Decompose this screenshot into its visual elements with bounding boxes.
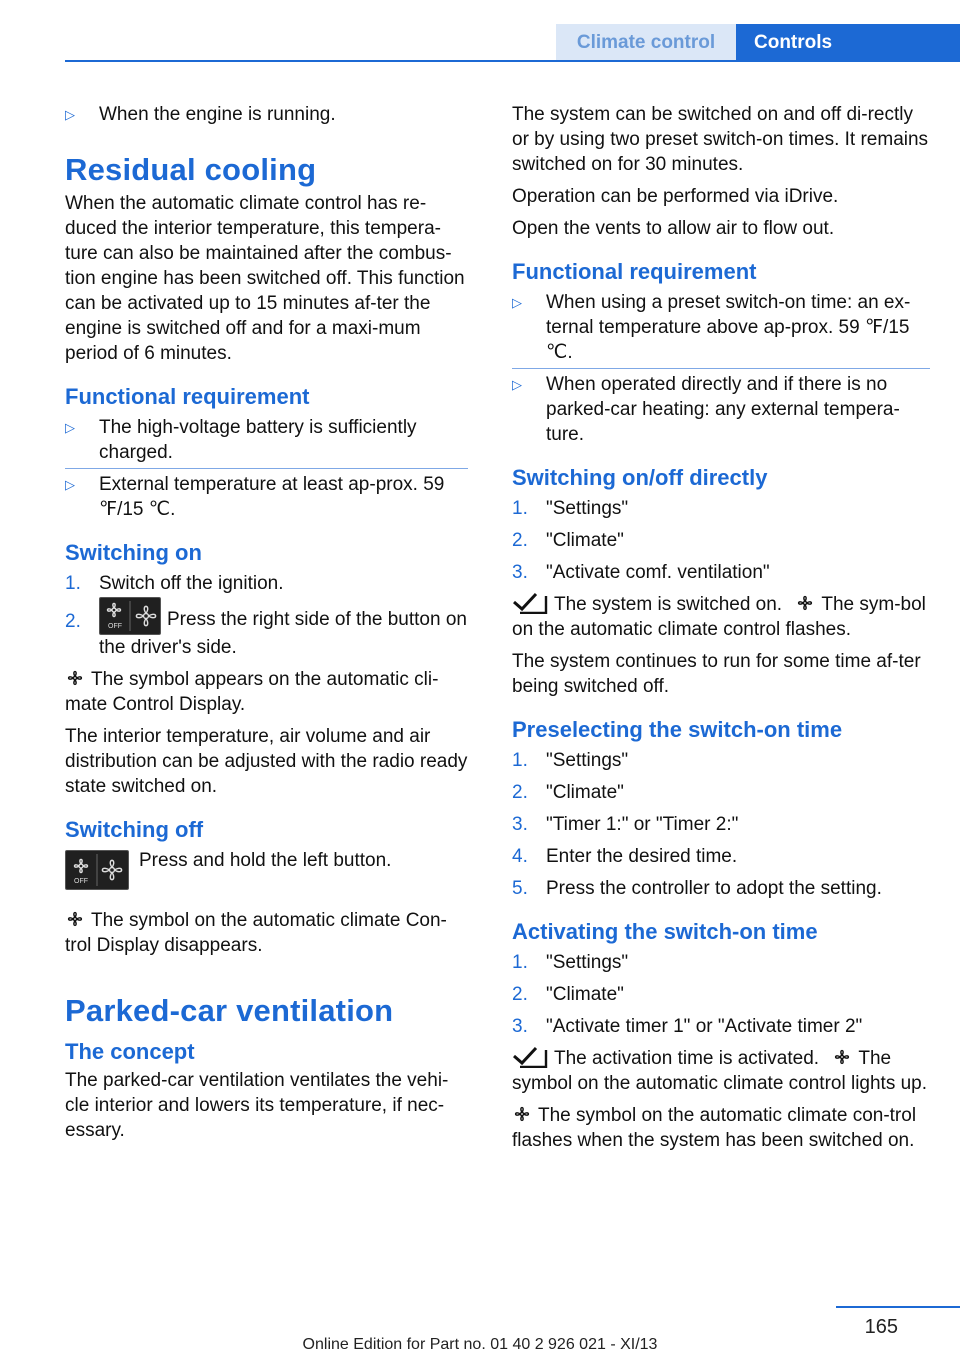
ventilation-intro: The system can be switched on and off di-rectly or by using two preset switch-on times. It remains switched on for 30 minutes. <box>512 104 929 175</box>
list-item: 4. Enter the desired time. <box>512 846 738 867</box>
ventilation-button-icon <box>99 597 161 635</box>
list-item: ▷ External temperature at least ap-prox. 59 ℉/15 ℃. <box>65 474 445 520</box>
symbol-appears-text: The symbol appears on the automatic cli-mate Control Display. <box>65 669 439 715</box>
list-item: 1. "Settings" <box>512 498 629 519</box>
residual-intro: When the automatic climate control has re-duced the interior temperature, this tempera-ture can also be maintained after the combus-tion engine has been switched off. This function can be activated up to 15 minutes af-ter the engine is switched off and for a maxi-mum period of 6 minutes. <box>65 193 465 364</box>
idrive-note: Operation can be performed via iDrive. <box>512 186 839 207</box>
header-chapter-tab: Controls <box>736 24 960 62</box>
header-rule <box>65 60 960 62</box>
list-item: ▷ The high-voltage battery is sufficiently charged. <box>65 415 468 465</box>
continues-note: The system continues to run for some time af-ter being switched off. <box>512 651 921 697</box>
list-item: ▷ When using a preset switch-on time: an ex-ternal temperature above ap-prox. 59 ℉/15 ℃. <box>512 290 930 365</box>
list-item: 3. "Activate comf. ventilation" <box>512 562 770 583</box>
list-item: 2. "Climate" <box>512 782 624 803</box>
fan-icon <box>832 1047 852 1067</box>
list-item: ▷ When the engine is running. <box>65 104 336 125</box>
switching-directly-steps <box>512 496 930 585</box>
functional-requirement-heading: Functional requirement <box>65 384 310 409</box>
header-section-tab: Climate control <box>556 24 736 62</box>
bullet-marker-icon: ▷ <box>65 477 75 492</box>
checkmark-icon <box>512 592 548 614</box>
list-item: 2. OFF Press the right side of the button on the driver's side. <box>65 603 468 660</box>
list-item: 2. "Climate" <box>512 530 624 551</box>
vents-note: Open the vents to allow air to flow out. <box>512 218 835 239</box>
svg-text:OFF: OFF <box>108 623 122 630</box>
functional-requirement-list <box>512 290 930 447</box>
switching-directly-heading: Switching on/off directly <box>512 465 768 490</box>
fan-icon <box>65 668 85 688</box>
concept-text: The parked-car ventilation ventilates the vehi-cle interior and lowers its temperature, if nec-essary. <box>65 1070 449 1141</box>
residual-cooling-heading: Residual cooling <box>65 152 317 187</box>
page-number: 165 <box>864 1316 898 1338</box>
engine-running-list <box>65 102 468 127</box>
list-item: 5. Press the controller to adopt the setting. <box>512 878 882 899</box>
switching-on-heading: Switching on <box>65 540 202 565</box>
functional-requirement-heading: Functional requirement <box>512 259 757 284</box>
list-item: ▷ When operated directly and if there is no parked-car heating: any external tempera-ture. <box>512 374 900 445</box>
direct-result: The system is switched on. The sym-bol on the automatic climate control flashes. <box>512 594 926 640</box>
bullet-marker-icon: ▷ <box>65 420 75 435</box>
list-item: 1. Switch off the ignition. <box>65 573 284 594</box>
bullet-marker-icon: ▷ <box>512 377 522 392</box>
symbol-disappears-text: The symbol on the automatic climate Con-trol Display disappears. <box>65 910 447 956</box>
activate-steps <box>512 950 930 1039</box>
switching-on-steps <box>65 571 468 660</box>
activate-result: The activation time is activated. The symbol on the automatic climate control lights up. <box>512 1048 928 1094</box>
bullet-marker-icon: ▷ <box>65 107 75 122</box>
ventilation-button-icon <box>65 850 129 890</box>
svg-text:OFF: OFF <box>74 878 88 885</box>
interior-note: The interior temperature, air volume and air distribution can be adjusted with the radio ready state switched on. <box>65 726 468 797</box>
edition-footer: Online Edition for Part no. 01 40 2 926 021 - XI/13 <box>302 1336 658 1353</box>
functional-requirement-list <box>65 415 468 522</box>
fan-icon <box>512 1104 532 1124</box>
footer-rule <box>836 1306 960 1308</box>
activate-heading: Activating the switch-on time <box>512 919 818 944</box>
list-item: 2. "Climate" <box>512 984 624 1005</box>
concept-heading: The concept <box>65 1039 195 1064</box>
list-item: 1. "Settings" <box>512 750 629 771</box>
switching-off-heading: Switching off <box>65 817 204 842</box>
preselect-heading: Preselecting the switch-on time <box>512 717 843 742</box>
flash-note: The symbol on the automatic climate con-trol flashes when the system has been switched on. <box>512 1105 917 1151</box>
right-column <box>512 102 930 1160</box>
checkmark-icon <box>512 1046 548 1068</box>
list-item: 3. "Activate timer 1" or "Activate timer 2" <box>512 1016 863 1037</box>
switching-off-text: Press and hold the left button. <box>139 850 392 871</box>
bullet-marker-icon: ▷ <box>512 295 522 310</box>
list-item: 3. "Timer 1:" or "Timer 2:" <box>512 814 739 835</box>
list-item: 1. "Settings" <box>512 952 629 973</box>
switching-off-row <box>65 848 468 890</box>
preselect-steps <box>512 748 930 901</box>
fan-icon <box>795 593 815 613</box>
fan-icon <box>65 909 85 929</box>
left-column <box>65 102 468 1150</box>
parked-car-ventilation-heading: Parked-car ventilation <box>65 993 394 1028</box>
